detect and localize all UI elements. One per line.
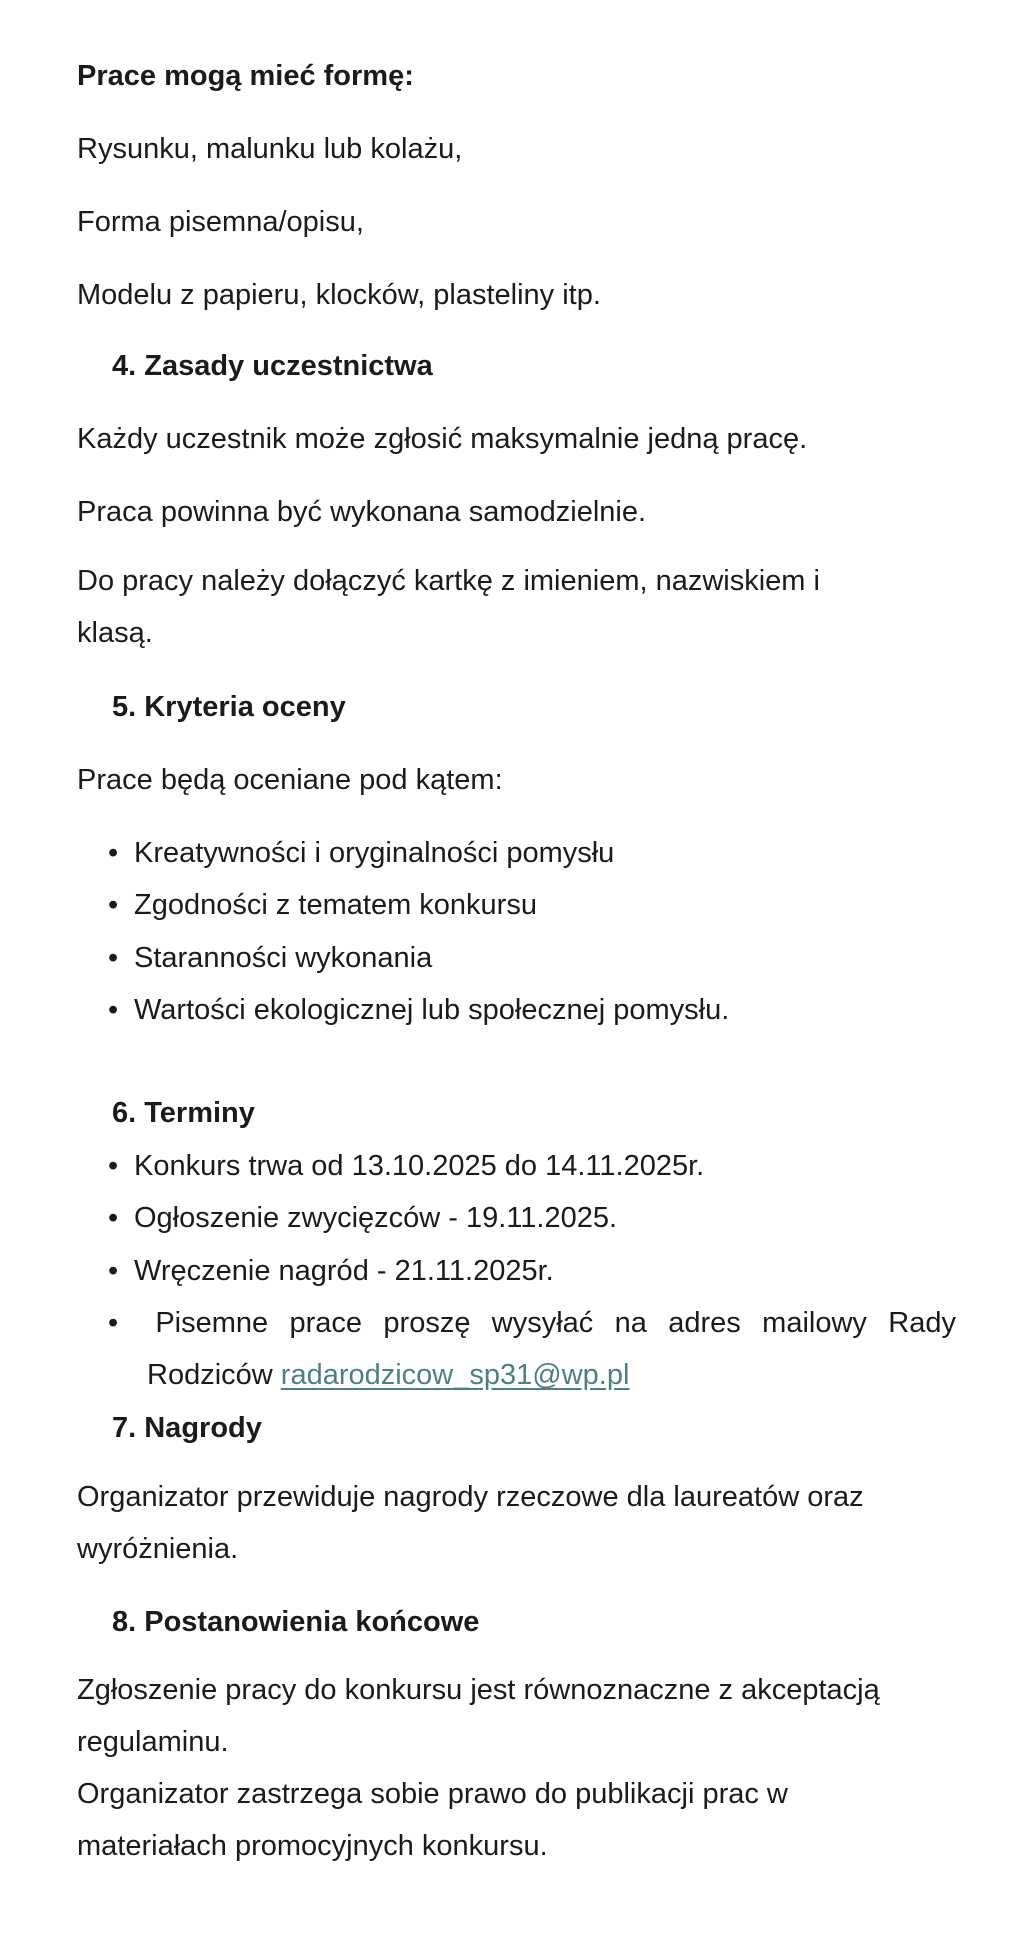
paragraph: Każdy uczestnik może zgłosić maksymalnie jedną pracę. — [77, 423, 808, 455]
list-item — [108, 1197, 617, 1241]
list-item — [108, 832, 614, 876]
list-item-text: Wręczenie nagród - 21.11.2025r. — [134, 1255, 554, 1287]
word: wysyłać — [491, 1307, 594, 1339]
section-heading: 8. Postanowienia końcowe — [112, 1606, 480, 1638]
list-item-continuation — [147, 1354, 629, 1398]
paragraph: Zgłoszenie pracy do konkursu jest równoznaczne z akceptacją regulaminu. — [77, 1674, 880, 1758]
paragraph: Organizator zastrzega sobie prawo do publikacji prac w materiałach promocyjnych konkursu. — [77, 1778, 788, 1862]
email-prefix: Rodziców — [147, 1359, 281, 1391]
list-item — [108, 884, 537, 928]
form-item: Forma pisemna/opisu, — [77, 206, 364, 238]
forms-heading: Prace mogą mieć formę: — [77, 60, 414, 92]
list-item-text: Wartości ekologicznej lub społecznej pomysłu. — [134, 994, 730, 1026]
word: adres — [668, 1307, 741, 1339]
word: proszę — [383, 1307, 471, 1339]
list-item-text: Kreatywności i oryginalności pomysłu — [134, 837, 615, 869]
list-item-justified — [108, 1302, 956, 1346]
paragraph: Organizator przewiduje nagrody rzeczowe dla laureatów oraz wyróżnienia. — [77, 1481, 864, 1565]
bullet-icon: • — [108, 1150, 119, 1182]
list-item-text: Konkurs trwa od 13.10.2025 do 14.11.2025r. — [134, 1150, 705, 1182]
bullet-icon: • — [108, 837, 119, 869]
list-item-text: Ogłoszenie zwycięzców - 19.11.2025. — [134, 1202, 618, 1234]
section-heading: 5. Kryteria oceny — [112, 691, 346, 723]
form-item: Modelu z papieru, klocków, plasteliny itp. — [77, 279, 601, 311]
section-heading: 6. Terminy — [112, 1097, 255, 1129]
list-item — [108, 937, 432, 981]
list-item — [108, 1145, 704, 1189]
list-item-text: Zgodności z tematem konkursu — [134, 889, 537, 921]
bullet-icon: • — [108, 942, 119, 974]
bullet-icon: • — [108, 1202, 119, 1234]
paragraph: Praca powinna być wykonana samodzielnie. — [77, 496, 647, 528]
word: mailowy — [762, 1307, 867, 1339]
bullet-icon: • — [108, 889, 119, 921]
word: Rady — [888, 1307, 956, 1339]
paragraph: Do pracy należy dołączyć kartkę z imieniem, nazwiskiem i klasą. — [77, 565, 820, 649]
word: prace — [289, 1307, 363, 1339]
list-item — [108, 1250, 554, 1294]
paragraph: Prace będą oceniane pod kątem: — [77, 764, 503, 796]
bullet-icon: • — [108, 994, 119, 1026]
form-item: Rysunku, malunku lub kolażu, — [77, 133, 463, 165]
email-link[interactable]: radarodzicow_sp31@wp.pl — [280, 1359, 630, 1391]
word: Pisemne — [155, 1307, 269, 1339]
section-heading: 4. Zasady uczestnictwa — [112, 350, 433, 382]
section-heading: 7. Nagrody — [112, 1412, 262, 1444]
list-item-text: Staranności wykonania — [134, 942, 433, 974]
bullet-icon: • — [108, 1307, 119, 1339]
bullet-icon: • — [108, 1255, 119, 1287]
word: na — [614, 1307, 647, 1339]
list-item — [108, 989, 729, 1033]
